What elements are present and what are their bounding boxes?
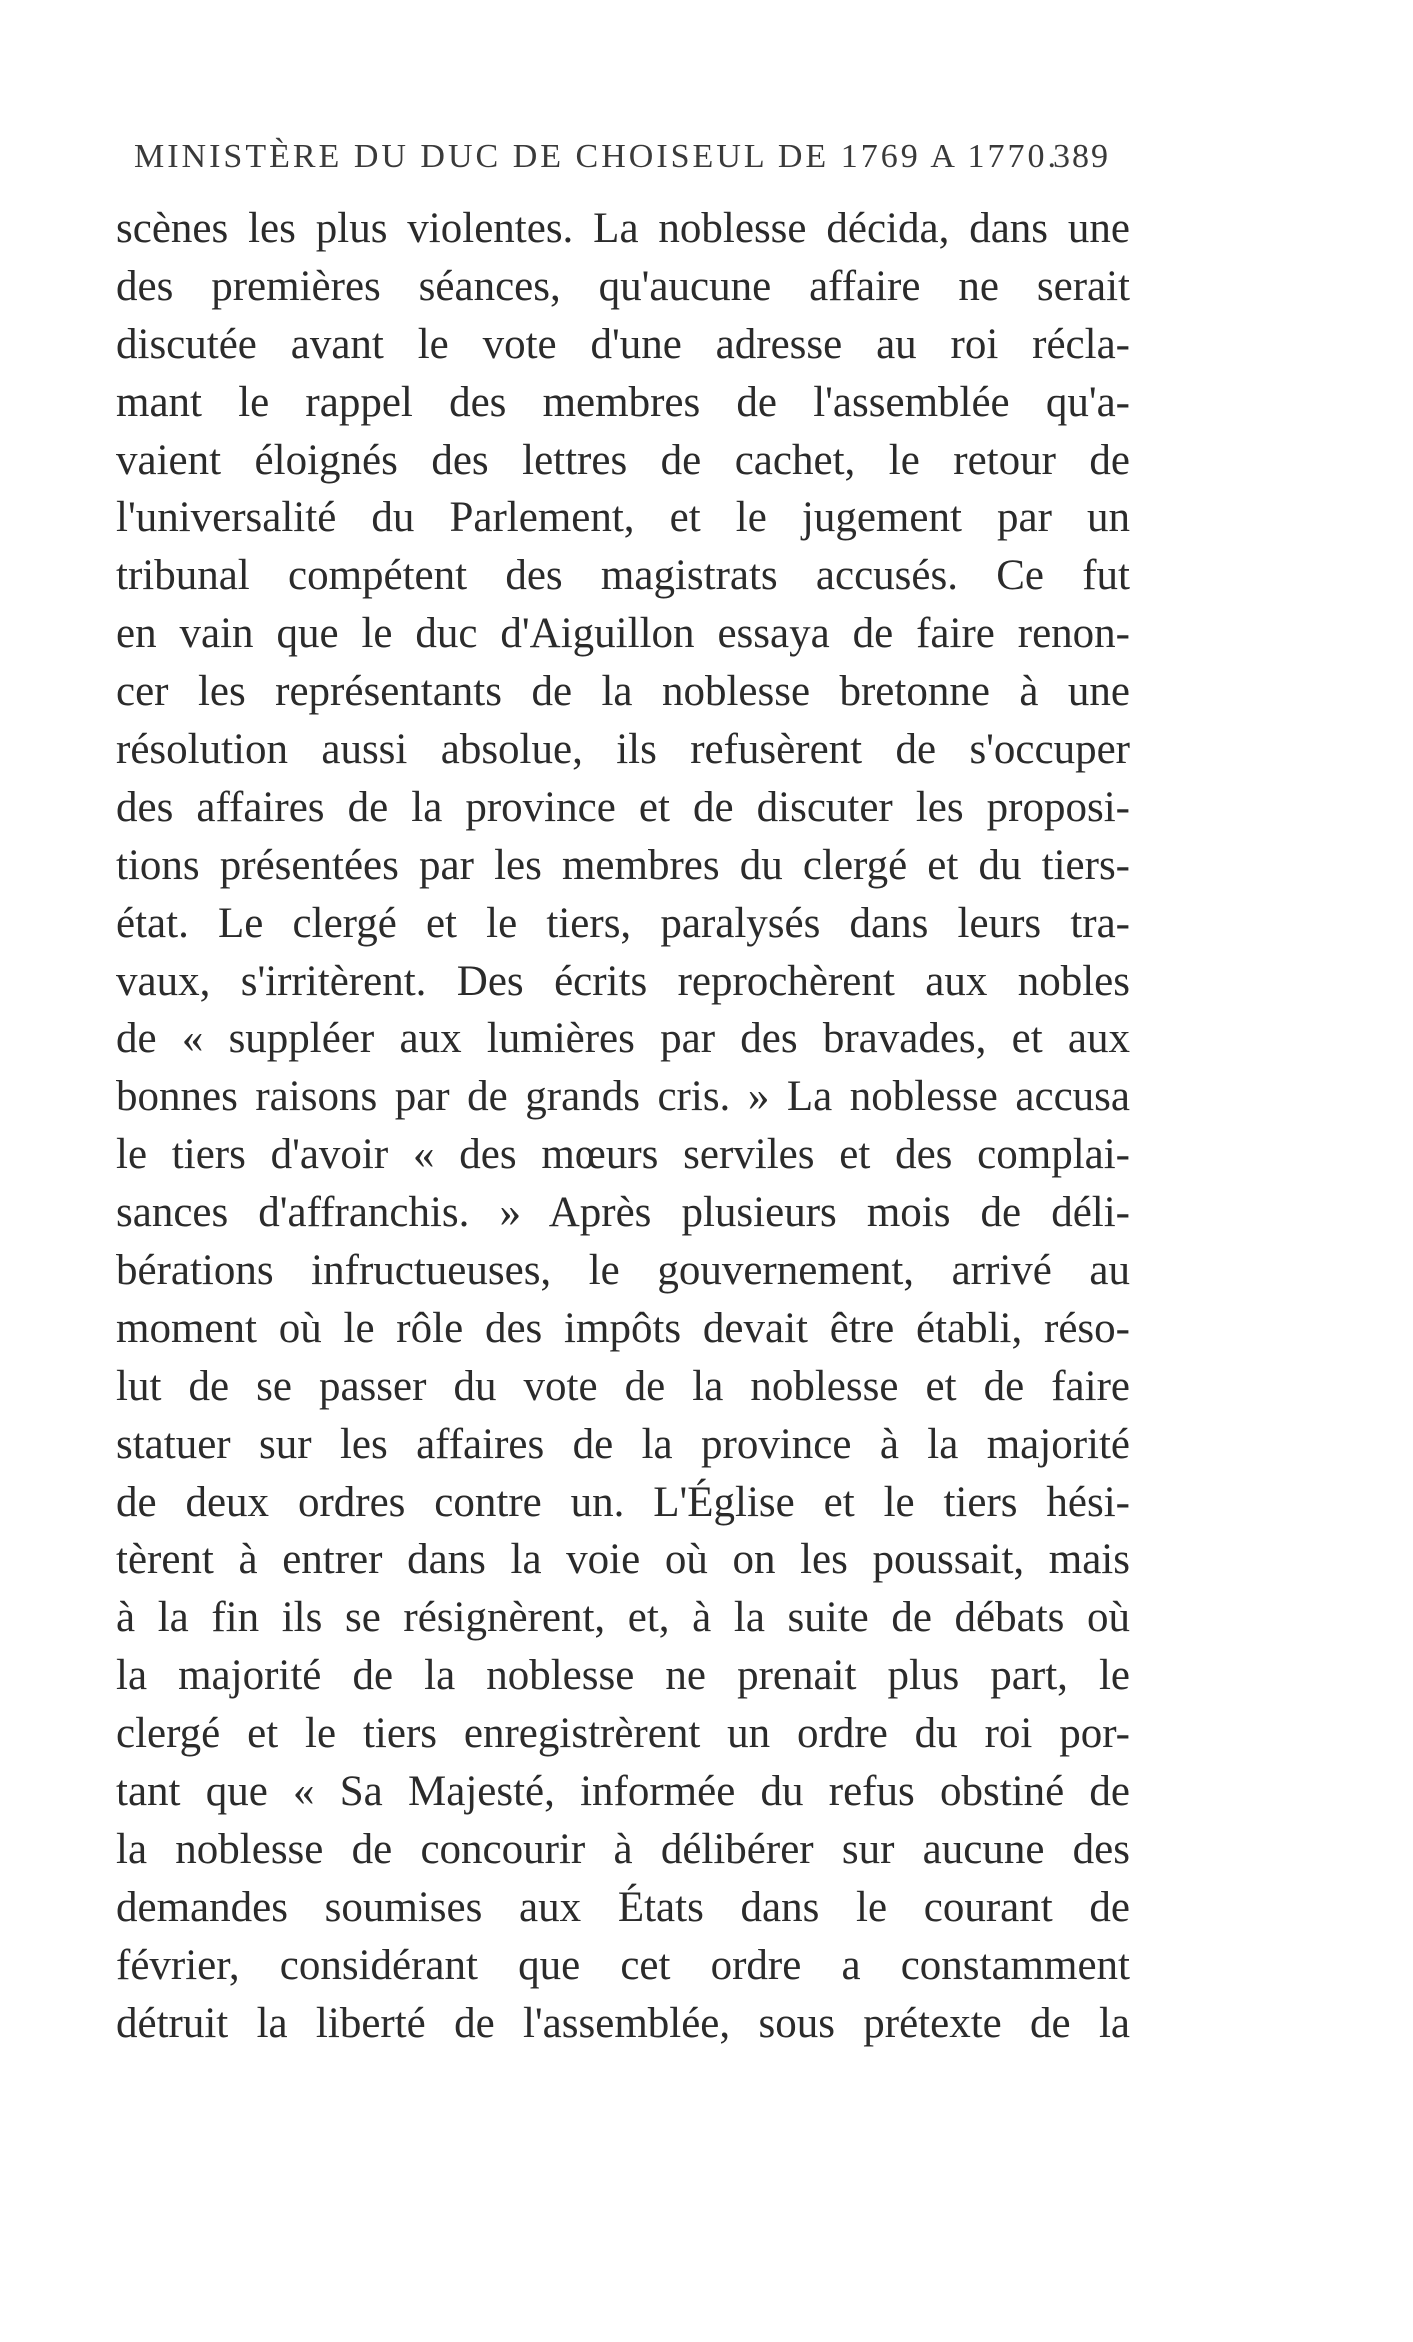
text-line: des premières séances, qu'aucune affaire ne serait xyxy=(116,262,1130,310)
text-line: tant que « Sa Majesté, informée du refus obstiné de xyxy=(116,1768,1130,1816)
text-line: des affaires de la province et de discuter les proposi- xyxy=(116,783,1130,831)
text-line: vaient éloignés des lettres de cachet, le retour de xyxy=(116,436,1130,484)
page-number: 389 xyxy=(1053,138,1110,175)
running-head xyxy=(130,138,1110,188)
text-line: clergé et le tiers enregistrèrent un ordre du roi por- xyxy=(116,1710,1130,1758)
text-line: discutée avant le vote d'une adresse au roi récla- xyxy=(116,320,1130,368)
text-line: lut de se passer du vote de la noblesse et de faire xyxy=(116,1362,1130,1410)
running-head-title: MINISTÈRE DU DUC DE CHOISEUL DE 1769 A 1770. xyxy=(134,138,1060,175)
text-line: cer les représentants de la noblesse bretonne à une xyxy=(116,668,1130,716)
text-line: bonnes raisons par de grands cris. » La noblesse accusa xyxy=(116,1073,1130,1121)
text-line: résolution aussi absolue, ils refusèrent de s'occuper xyxy=(116,726,1130,774)
text-line: statuer sur les affaires de la province à la majorité xyxy=(116,1420,1130,1468)
text-line: février, considérant que cet ordre a constamment xyxy=(116,1941,1130,1989)
text-line: bérations infructueuses, le gouvernement, arrivé au xyxy=(116,1247,1130,1295)
text-line: à la fin ils se résignèrent, et, à la suite de débats où xyxy=(116,1594,1130,1642)
text-line: sances d'affranchis. » Après plusieurs mois de déli- xyxy=(116,1189,1130,1237)
text-line: tions présentées par les membres du clergé et du tiers- xyxy=(116,841,1130,889)
text-line: l'universalité du Parlement, et le jugement par un xyxy=(116,494,1130,542)
text-line: scènes les plus violentes. La noblesse décida, dans une xyxy=(116,205,1130,252)
body-text xyxy=(116,200,1130,2053)
text-line: détruit la liberté de l'assemblée, sous prétexte de la xyxy=(116,1999,1130,2047)
text-line: la noblesse de concourir à délibérer sur aucune des xyxy=(116,1825,1130,1873)
text-line: de « suppléer aux lumières par des bravades, et aux xyxy=(116,1015,1130,1063)
text-line: tèrent à entrer dans la voie où on les poussait, mais xyxy=(116,1536,1130,1584)
text-line: état. Le clergé et le tiers, paralysés dans leurs tra- xyxy=(116,899,1130,947)
text-line: vaux, s'irritèrent. Des écrits reprochèrent aux nobles xyxy=(116,957,1130,1005)
text-line: mant le rappel des membres de l'assemblée qu'a- xyxy=(116,378,1130,426)
text-line: en vain que le duc d'Aiguillon essaya de faire renon- xyxy=(116,610,1130,658)
text-line: de deux ordres contre un. L'Église et le tiers hési- xyxy=(116,1478,1130,1526)
text-line: le tiers d'avoir « des mœurs serviles et des complai- xyxy=(116,1131,1130,1179)
text-line: moment où le rôle des impôts devait être établi, réso- xyxy=(116,1304,1130,1352)
text-line: tribunal compétent des magistrats accusés. Ce fut xyxy=(116,552,1130,600)
text-line: demandes soumises aux États dans le courant de xyxy=(116,1883,1130,1931)
text-line: la majorité de la noblesse ne prenait plus part, le xyxy=(116,1652,1130,1700)
